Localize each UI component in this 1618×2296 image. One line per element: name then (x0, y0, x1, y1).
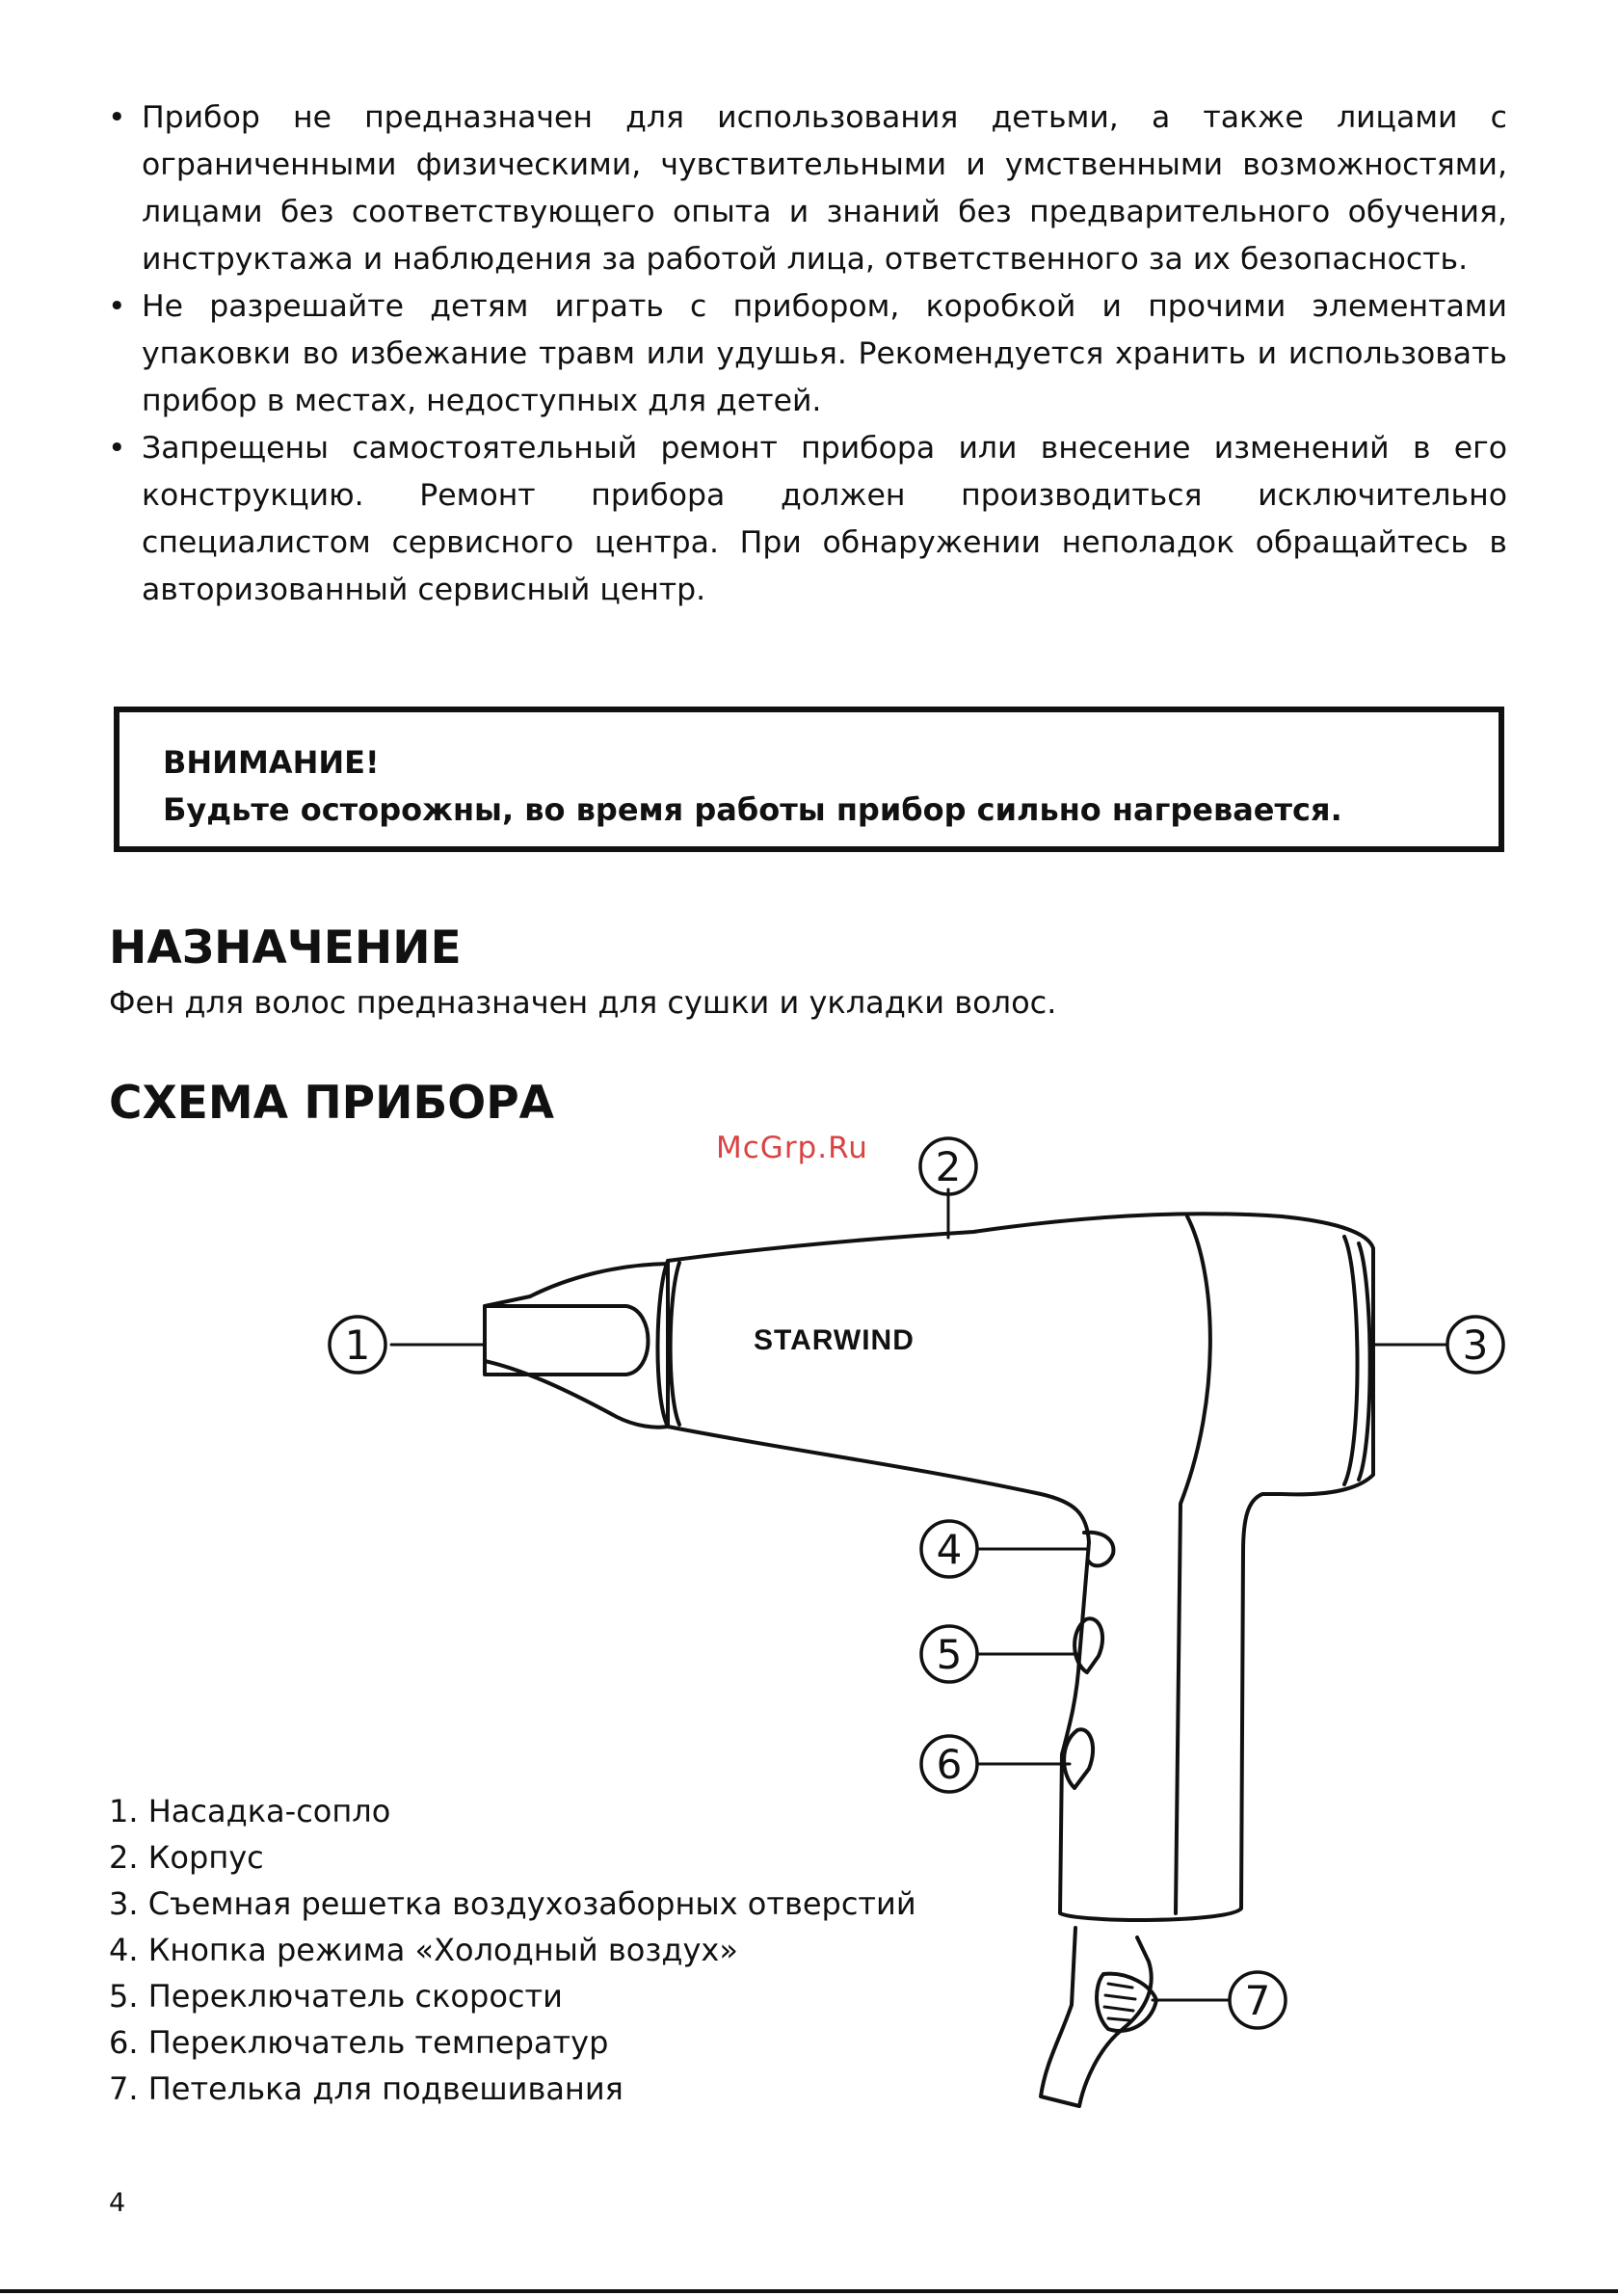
dryer-rear-grille (1344, 1237, 1358, 1484)
callout-label-6: 6 (936, 1741, 963, 1788)
dryer-rear-grille-inner (1359, 1243, 1370, 1480)
hanging-loop (1097, 1974, 1156, 2031)
parts-list-item: 4. Кнопка режима «Холодный воздух» (109, 1932, 738, 1968)
callout-label-7: 7 (1244, 1977, 1271, 2024)
callout-label-5: 5 (936, 1631, 963, 1678)
page-number: 4 (109, 2188, 126, 2218)
dryer-front-ring-inner (671, 1263, 679, 1425)
parts-list-item: 6. Переключатель температур (109, 2024, 609, 2061)
parts-list-item: 7. Петелька для подвешивания (109, 2070, 623, 2107)
temperature-switch (1064, 1729, 1093, 1788)
purpose-text: Фен для волос предназначен для сушки и укладки волос. (109, 984, 1057, 1021)
purpose-heading: НАЗНАЧЕНИЕ (109, 921, 462, 974)
callout-label-1: 1 (344, 1322, 371, 1369)
callout-label-2: 2 (935, 1143, 962, 1190)
parts-list (109, 1788, 916, 2112)
parts-list-item: 3. Съемная решетка воздухозаборных отверстий (109, 1885, 916, 1922)
callout-label-4: 4 (936, 1526, 963, 1573)
bottom-rule (0, 2289, 1618, 2293)
parts-list-item: 1. Насадка-сопло (109, 1793, 391, 1829)
watermark: McGrp.Ru (716, 1131, 868, 1165)
callout-label-3: 3 (1462, 1322, 1489, 1369)
safety-bullet: • Не разрешайте детям играть с прибором, коробкой и прочими элементами упаковки во избежание травм или удушья. Рекомендуется хранить и использовать прибор в местах, недоступных для детей. (108, 283, 1507, 425)
hanging-loop-grip (1104, 1984, 1135, 2020)
cord-guard (1041, 1928, 1152, 2106)
parts-list-item: 2. Корпус (109, 1839, 264, 1876)
warning-title: ВНИМАНИЕ! (163, 744, 380, 781)
safety-bullet: • Запрещены самостоятельный ремонт прибора или внесение изменений в его конструкцию. Ремонт прибора должен производиться исключительно специалистом сервисного центра. При обнаружении неполадок обращайтесь в авторизованный сервисный центр. (108, 425, 1507, 614)
nozzle-tip (485, 1306, 649, 1375)
nozzle-outline (485, 1264, 668, 1428)
warning-text: Будьте осторожны, во время работы прибор сильно нагревается. (163, 791, 1342, 828)
parts-list-item: 5. Переключатель скорости (109, 1978, 563, 2015)
safety-bullet: • Прибор не предназначен для использования детьми, а также лицами с ограниченными физическими, чувствительными и умственными возможностями, лицами без соответствующего опыта и знаний без предварительного обучения, инструктажа и наблюдения за работой лица, ответственного за их безопасность. (108, 94, 1507, 283)
dryer-body-seam (1176, 1216, 1210, 1913)
scheme-heading: СХЕМА ПРИБОРА (109, 1077, 555, 1130)
brand-label: STARWIND (754, 1324, 915, 1356)
